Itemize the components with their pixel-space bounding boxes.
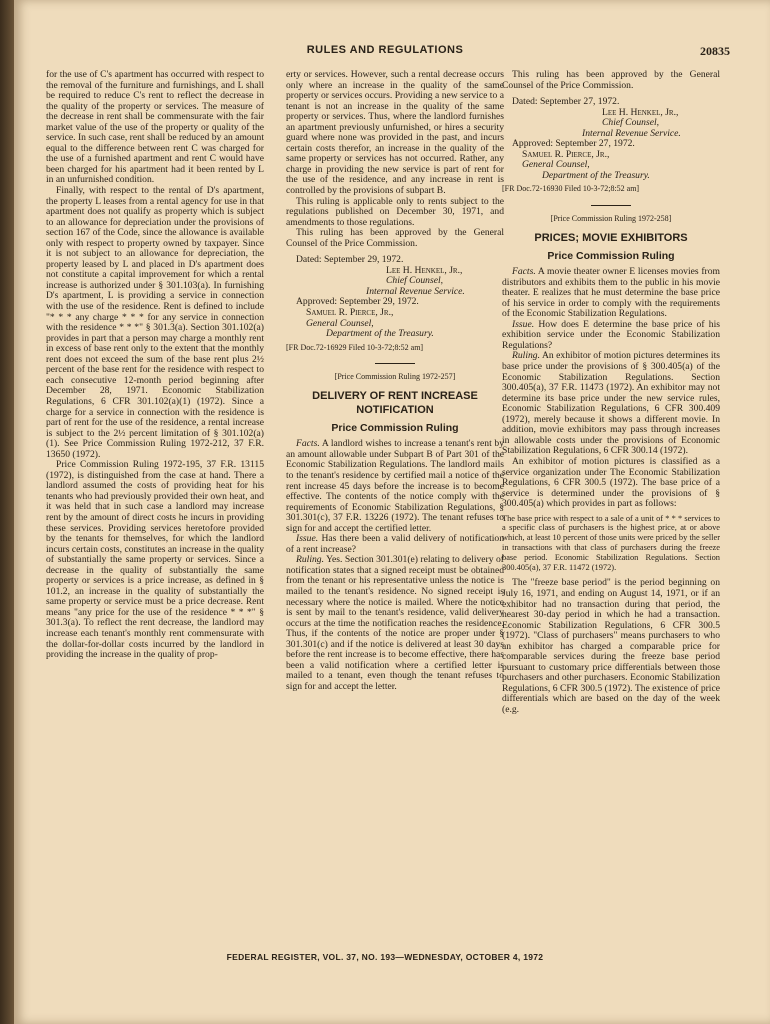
section-divider — [591, 205, 631, 206]
approved-line: Approved: September 27, 1972. — [512, 138, 635, 150]
signer-name: Samuel R. Pierce, Jr., — [522, 148, 610, 160]
fr-doc-line: [FR Doc.72-16929 Filed 10-3-72;8:52 am] — [286, 342, 424, 352]
signer-title: Chief Counsel, — [386, 275, 444, 287]
dated-line: Dated: September 27, 1972. — [512, 96, 620, 108]
paragraph: Ruling. Yes. Section 301.301(e) relating to delivery of notification states that a signed receipt must be obtained from the tenant or his representative unless the notice is mailed to the tenant's residence. No signed receipt is necessary where the notice is mailed. Where the notice is sent by mail to the tenant's residence, valid delivery occurs at the time the notification reaches the residence. Thus, if the contents of the notice are proper under § 301.301(c) and if the notice is delivered at least 30 days before the rent increase is to become effective, there has been a valid notification where a certified letter is mailed to a tenant, even though the tenant refuses to sign for and accept the letter. — [286, 554, 504, 692]
section-heading: DELIVERY OF RENT INCREASE NOTIFICATION — [312, 389, 478, 416]
column-3 — [502, 70, 720, 716]
binding-gutter — [0, 0, 14, 1024]
approved-line: Approved: September 29, 1972. — [296, 296, 419, 308]
signer-title: General Counsel, — [306, 317, 374, 329]
paragraph: Price Commission Ruling 1972-195, 37 F.R. 13115 (1972), is distinguished from the case at hand. There a landlord assumed the costs of providing heat for his tenants who had previously provided their own heat, and it was held that in such case a landlord may increase rent by the amount of direct costs he incurs in providing these services. Providing services heretofore provided by the tenants for themselves, for which the landlord incurs certain costs, constitutes an increase in the quality of substantially the same property or services. Since a decrease in the quality of substantially the same property or services is a price increase, as defined in § 101.2, an increase in the quality of substantially the same property or service must be a price decrease. Rent means "any price for the use of the residence * * *" § 301.3(a). To reflect the rent decrease, the landlord may increase each tenant's monthly rent commensurate with the dollar-for-dollar costs incurred by the landlord in providing the increase in the quality of prop- — [46, 459, 264, 661]
column-2 — [286, 70, 504, 692]
paragraph: This ruling is applicable only to rents subject to the regulations published on December 30, 1971, and amendments to those regulations. — [286, 195, 504, 228]
dated-line: Dated: September 29, 1972. — [296, 254, 404, 266]
paragraph: for the use of C's apartment has occurred with respect to the removal of the furniture and furnishings, and L shall be required to reduce C's rent to reflect the decrease in the quality of the property or services. The measure of the decrease in rent shall be commensurate with the fair market value of the use of the property or quality of the service. In such case, rent shall be reduced by an amount equal to the difference between rent C was charged for the use of a furnished apartment and rent C would have been charged for his apartment had it been rented by L in an unfurnished condition. — [46, 69, 264, 186]
signer-name: Lee H. Henkel, Jr., — [386, 264, 463, 276]
column-1 — [46, 70, 264, 661]
section-divider — [375, 363, 415, 364]
paragraph: Issue. Has there been a valid delivery of notification of a rent increase? — [286, 533, 504, 555]
signer-title: Department of the Treasury. — [326, 328, 434, 340]
signer-title: Internal Revenue Service. — [366, 285, 465, 297]
ruling-number: [Price Commission Ruling 1972-257] — [334, 372, 456, 382]
paragraph: This ruling has been approved by the General Counsel of the Price Commission. — [286, 227, 504, 249]
paragraph: Facts. A movie theater owner E licenses movies from distributors and exhibits them to the public in his movie theater. E realizes that he must determine the base price of his service in order to comply with the requirements of the Economic Stabilization Regulations. — [502, 266, 720, 320]
paragraph: Finally, with respect to the rental of D's apartment, the property L leases from a rental agency for use in that apartment does not qualify as property which is subject to an allowance for depreciation under the provisions of section 167 of the Code, since the allowance is available only with respect to property owned by taxpayer. Since it is not subject to an allowance for depreciation, the property leased by L and placed in D's apartment does not constitute a capital improvement for which a rental increase is authorized under § 301.103(a). In furnishing D's apartment, L is providing a service in connection with the use of the residence. Rent is defined to include "* * * any charge * * * for any service in connection with the residence * * *" § 301.3(a). Section 301.102(a) provides in part that a person may charge a monthly rent in excess of base rent only to the extent that the monthly rent does not exceed the sum of the base rent plus 2½ percent of the base rent for the residence with respect to each consecutive 12-month period beginning after December 28, 1971. Economic Stabilization Regulations, 6 CFR 301.102(a)(1) (1972). Since a charge for a service in connection with the residence is part of rent for the use of the residence, a rental increase is subject to the 2½ percent limitation of § 301.102(a)(1). See Price Commission Ruling 1972-212, 37 F.R. 13650 (1972). — [46, 185, 264, 460]
signer-title: Internal Revenue Service. — [582, 127, 681, 139]
section-subheading: Price Commission Ruling — [331, 421, 459, 434]
paragraph: erty or services. However, such a rental decrease occurs only where an increase in the quality of the same property or services occurs. Providing a new service to a tenant is not an increase in the quality of the same property or services. Thus, where the landlord furnishes an apartment previously unfurnished, or hires a security guard where none was provided in the past, and incurs certain costs therefor, an increase in the quality of the same property or services has not occurred. Rather, any charge in providing the new service is part of rent for the use of the residence, and any increase in rent is controlled by the provisions of subpart B. — [286, 69, 504, 197]
page-number: 20835 — [700, 44, 730, 58]
paragraph: Facts. A landlord wishes to increase a tenant's rent by an amount allowable under Subpart B of Part 301 of the Economic Stabilization Regulations. The landlord mails to the tenant's residence by certified mail a notice of the rent increase 45 days before the increase is to become effective. The contents of the notice comply with the requirements of Economic Stabilization Regulations, § 301.301(c), 37 F.R. 13226 (1972). The tenant refuses to sign for and accept the certified letter. — [286, 438, 504, 534]
page-footer: FEDERAL REGISTER, VOL. 37, NO. 193—WEDNESDAY, OCTOBER 4, 1972 — [226, 952, 544, 962]
page-header — [40, 44, 730, 60]
paragraph: Issue. How does E determine the base price of his exhibition service under the Economic Stabilization Regulations? — [502, 318, 720, 351]
signer-name: Lee H. Henkel, Jr., — [602, 106, 679, 118]
fr-doc-line: [FR Doc.72-16930 Filed 10-3-72;8:52 am] — [502, 184, 640, 194]
signer-title: General Counsel, — [522, 159, 590, 171]
signer-name: Samuel R. Pierce, Jr., — [306, 307, 394, 319]
signer-title: Department of the Treasury. — [542, 169, 650, 181]
section-subheading: Price Commission Ruling — [547, 249, 675, 262]
ruling-number: [Price Commission Ruling 1972-258] — [550, 214, 672, 224]
block-quote: The base price with respect to a sale of a unit of * * * services to a specific class of purchasers is the highest price, at or above which, at least 10 percent of those units were priced by the seller in transactions with that class of purchasers during the freeze base period. Economic Stabilization Regulations. Section 300.405(a), 37 F.R. 11472 (1972). — [502, 513, 720, 572]
section-heading: PRICES; MOVIE EXHIBITORS — [534, 231, 688, 244]
paragraph: This ruling has been approved by the General Counsel of the Price Commission. — [502, 69, 720, 91]
signer-title: Chief Counsel, — [602, 117, 660, 129]
paragraph: An exhibitor of motion pictures is classified as a service organization under The Economic Stabilization Regulations, 6 CFR 300.5 (1972). The base price of a service is determined under the provisions of § 300.405(a) which provides in part as follows: — [502, 455, 720, 510]
paragraph: The "freeze base period" is the period beginning on July 16, 1971, and ending on August 14, 1971, or if an exhibitor had no transaction during that period, the nearest 30-day period in which he had a transaction. Economic Stabilization Regulations, 6 CFR 300.5 (1972). "Class of purchasers" means purchasers to who an exhibitor has charged a comparable price for comparable services during the freeze base period pursuant to customary price differentials between those purchasers and other purchasers. Economic Stabilization Regulations, 6 CFR 300.5 (1972). The existence of price differentials which are based on the day of the week (e.g. — [502, 577, 720, 716]
running-title: RULES AND REGULATIONS — [306, 44, 464, 56]
paragraph: Ruling. An exhibitor of motion pictures determines its base price under the provisions of § 300.405(a) of the Economic Stabilization Regulations. Section 300.405(a), 37 F.R. 11473 (1972). An exhibitor may not determine its base price under the new service rules, Economic Stabilization Regulations, 6 CFR 300.409 (1972), merely because it shows a different movie. In addition, movie exhibitors may pass through increases in allowable costs under the provisions of Economic Stabilization Regulations, 6 CFR 300.14 (1972). — [502, 350, 720, 457]
